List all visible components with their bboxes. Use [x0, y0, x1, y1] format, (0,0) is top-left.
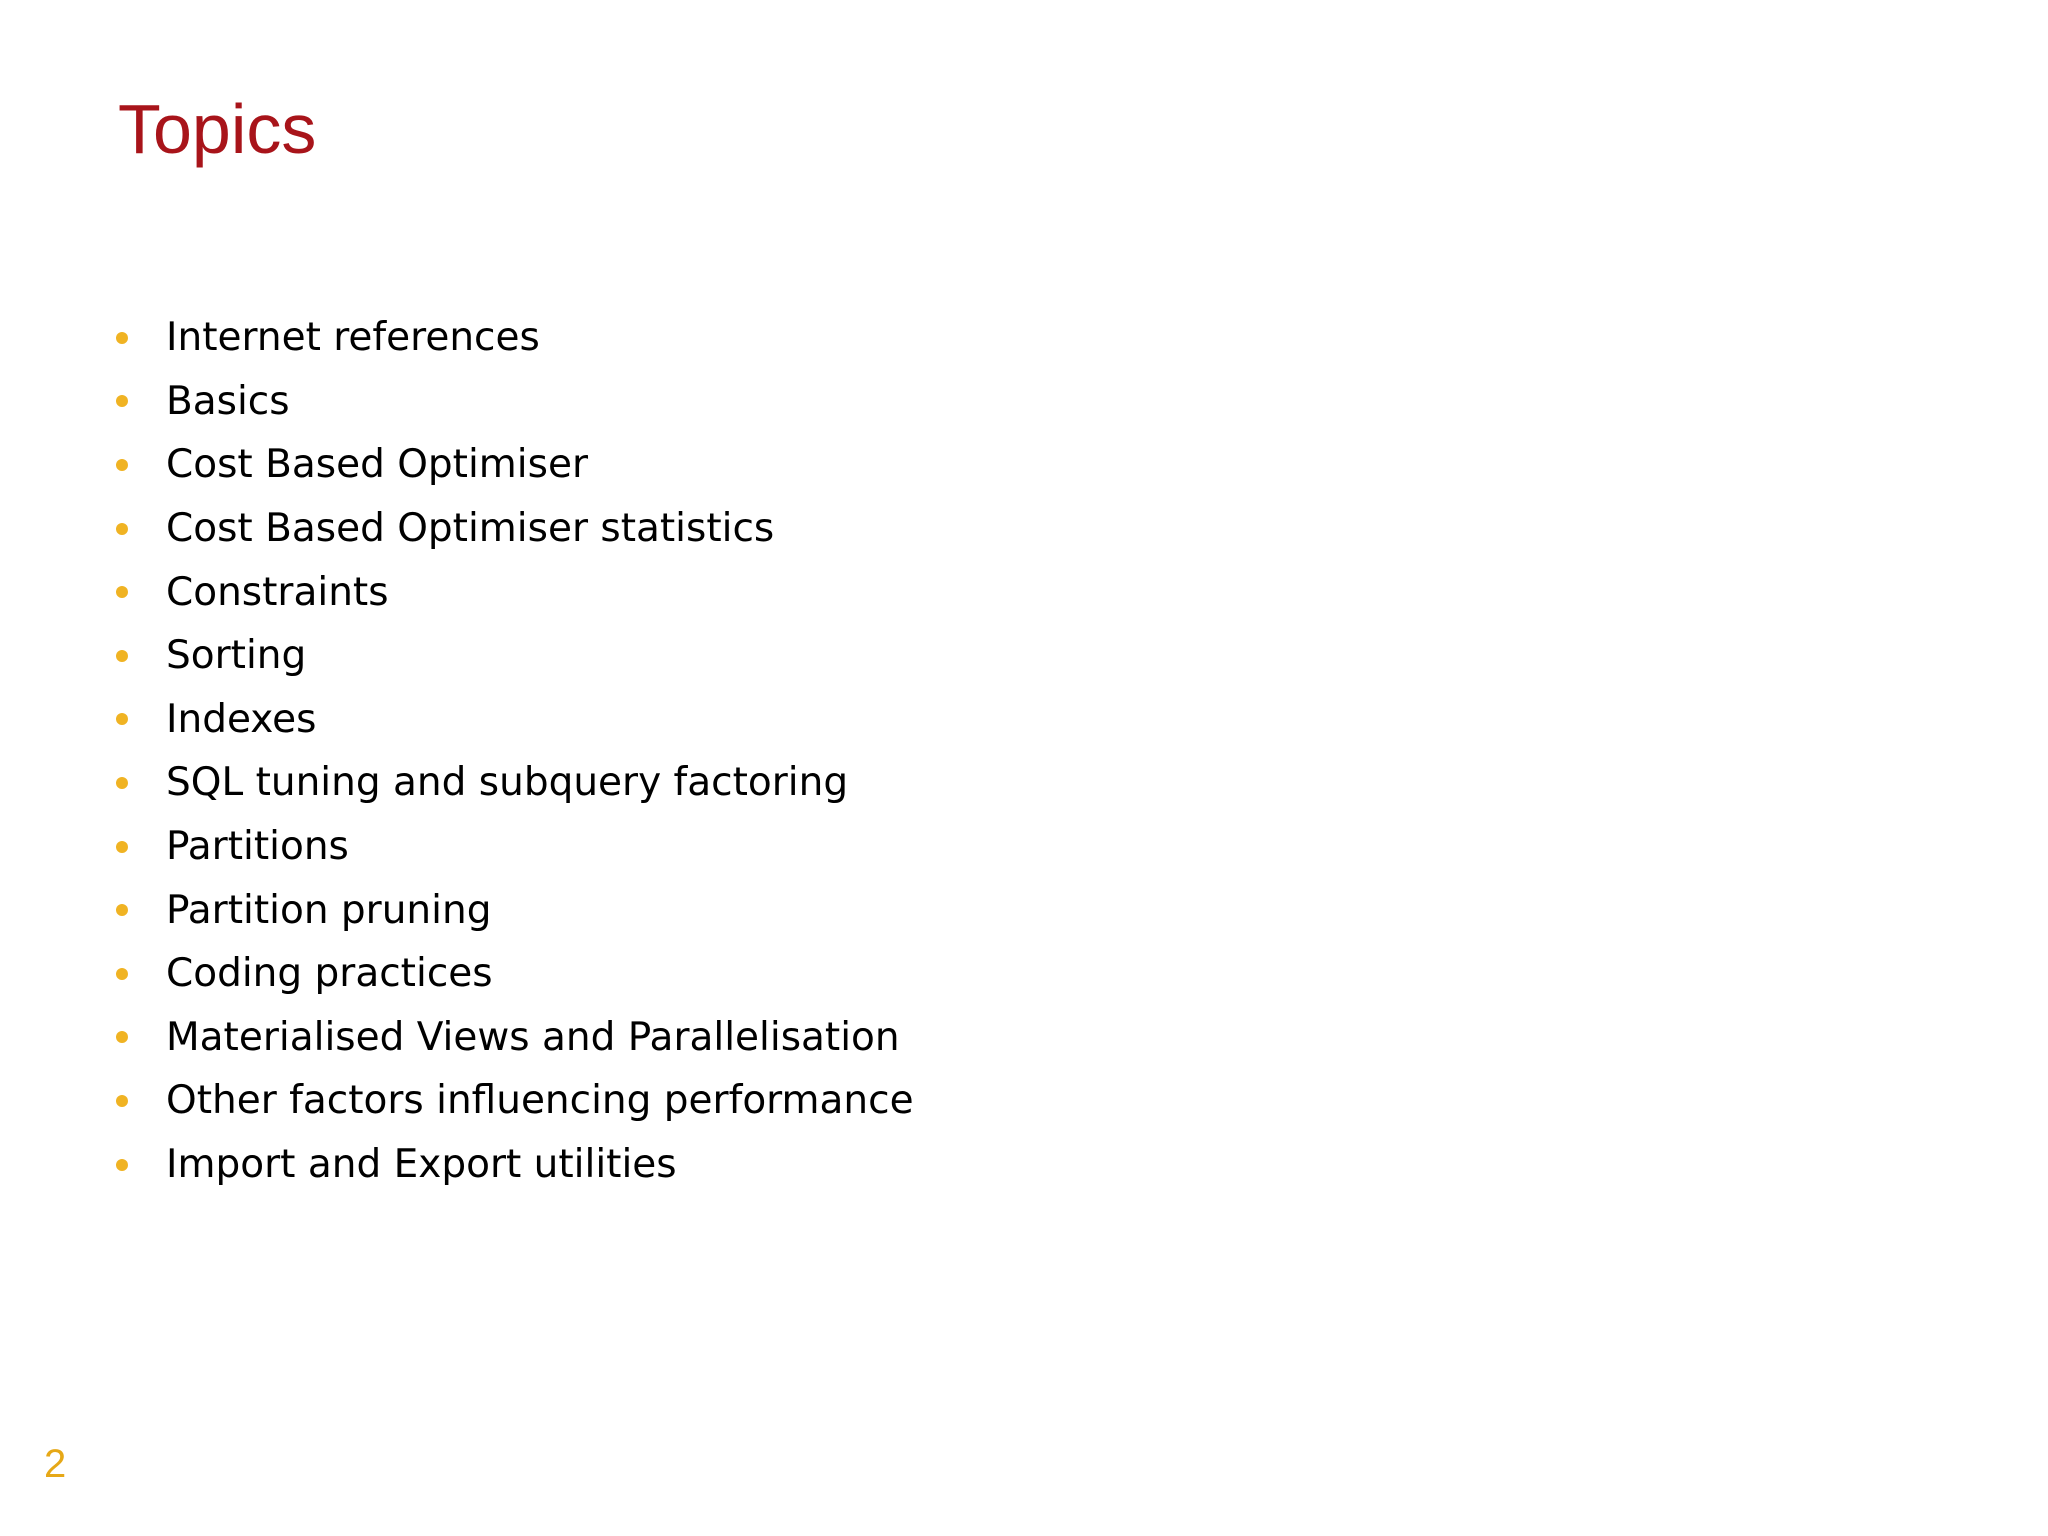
bullet-icon [116, 459, 128, 471]
bullet-icon [116, 777, 128, 789]
list-item [110, 433, 914, 497]
list-item [110, 497, 914, 561]
topic-label: SQL tuning and subquery factoring [166, 760, 849, 806]
bullet-icon [116, 968, 128, 980]
page-number: 2 [44, 1442, 67, 1486]
bullet-icon [116, 1095, 128, 1107]
list-item [110, 1069, 914, 1133]
list-item [110, 370, 914, 434]
list-item [110, 688, 914, 752]
bullet-icon [116, 586, 128, 598]
list-item [110, 1006, 914, 1070]
list-item [110, 560, 914, 624]
topic-label: Partition pruning [166, 887, 492, 933]
bullet-icon [116, 1031, 128, 1043]
topic-label: Import and Export utilities [166, 1142, 677, 1188]
topic-label: Cost Based Optimiser statistics [166, 506, 775, 552]
bullet-icon [116, 904, 128, 916]
topic-label: Coding practices [166, 951, 493, 997]
list-item [110, 751, 914, 815]
topic-label: Partitions [166, 824, 349, 870]
list-item [110, 942, 914, 1006]
topic-label: Internet references [166, 315, 540, 361]
topic-label: Basics [166, 378, 290, 424]
bullet-icon [116, 650, 128, 662]
topic-label: Indexes [166, 696, 317, 742]
list-item [110, 306, 914, 370]
list-item [110, 624, 914, 688]
bullet-icon [116, 1159, 128, 1171]
bullet-icon [116, 841, 128, 853]
bullet-icon [116, 713, 128, 725]
list-item [110, 815, 914, 879]
topic-label: Sorting [166, 633, 307, 679]
topic-label: Materialised Views and Parallelisation [166, 1014, 900, 1060]
bullet-icon [116, 395, 128, 407]
list-item [110, 1133, 914, 1197]
bullet-icon [116, 332, 128, 344]
topic-label: Cost Based Optimiser [166, 442, 588, 488]
topic-list [110, 306, 914, 1196]
bullet-icon [116, 523, 128, 535]
topic-label: Other factors influencing performance [166, 1078, 914, 1124]
topic-label: Constraints [166, 569, 389, 615]
list-item [110, 878, 914, 942]
slide-title: Topics [118, 90, 317, 168]
